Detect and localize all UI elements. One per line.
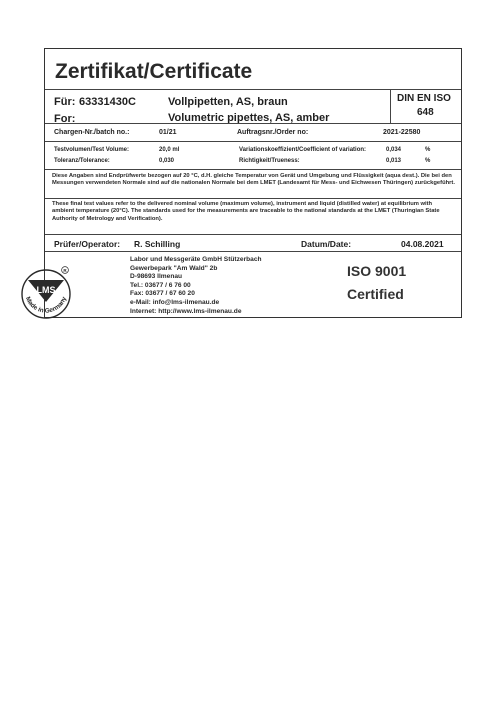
divider-measurements (45, 169, 461, 170)
divider-title (45, 89, 461, 90)
order-label: Auftragsnr./Order no: (237, 129, 309, 136)
operator-label: Prüfer/Operator: (54, 239, 121, 249)
address-line: D-98693 Ilmenau (130, 273, 183, 281)
trueness-value: 0,013 (386, 158, 402, 164)
batch-value: 01/21 (159, 129, 177, 136)
batch-label: Chargen-Nr./batch no.: (54, 129, 130, 136)
tolerance-value: 0,030 (159, 158, 175, 164)
logo-tagline: Made in Germany (23, 295, 69, 315)
order-value: 2021-22580 (383, 129, 421, 136)
address-line: Labor und Messgeräte GmbH Stützerbach (130, 256, 262, 263)
divider-paragraph (45, 198, 461, 199)
address-line: Tel.: 03677 / 6 76 00 (130, 281, 191, 289)
address-line: Fax: 03677 / 67 60 20 (130, 290, 195, 298)
variation-unit: % (425, 147, 431, 153)
paragraph-english: These final test values refer to the delivered nominal volume (maximum volume), instrument and liquid (distilled water) at equilibrium with ambient temperature (20°C). The standards used for the measurements are traceable to the national standards at the LMET (Thuringian State Authority of Metrology and Verification). (52, 201, 440, 222)
divider-operator-bottom (45, 251, 461, 252)
paragraph-german: Diese Angaben sind Endprüfwerte bezogen auf 20 °C, d.H. gleiche Temperatur von Gerät und Umgebung und Flüssigkeit (aqua dest.). Die bei den Messungen verwendeten Normale sind auf die nationalen Normale bei dem LMET (Landesamt für Mess- und Eichwesen Thüringen) zurückgeführt. (52, 173, 455, 187)
divider-batch (45, 141, 461, 142)
divider-product (45, 123, 461, 124)
article-number: 63331430C (79, 96, 136, 108)
certificate-title: Zertifikat/Certificate (55, 60, 253, 83)
operator-name: R. Schilling (134, 239, 181, 249)
certificate-frame (44, 48, 462, 318)
product-name-en: Volumetric pipettes, AS, amber (168, 112, 330, 124)
test-volume-value: 20,0 ml (159, 147, 180, 153)
date-value: 04.08.2021 (401, 239, 444, 249)
variation-label: Variationskoeffizient/Coefficient of variation: (239, 147, 367, 153)
variation-value: 0,034 (386, 147, 402, 153)
fuer-label: Für: (54, 96, 76, 108)
address-line: Gewerbepark "Am Wald" 2b (130, 264, 218, 272)
iso-certified: Certified (347, 286, 404, 302)
address-line: e-Mail: info@lms-ilmenau.de (130, 298, 220, 306)
for-label: For: (54, 113, 76, 125)
trueness-label: Richtigkeit/Trueness: (239, 158, 300, 164)
standard-number: 648 (417, 107, 434, 118)
divider-operator-top (45, 234, 461, 235)
standard-name: DIN EN ISO (397, 93, 451, 104)
product-name-de: Vollpipetten, AS, braun (168, 96, 288, 108)
trueness-unit: % (425, 158, 431, 164)
logo-wordmark: LMS (36, 285, 56, 295)
tolerance-label: Toleranz/Tolerance: (54, 158, 110, 164)
company-address (130, 256, 262, 316)
registered-letter: R (63, 268, 67, 273)
test-volume-label: Testvolumen/Test Volume: (54, 147, 130, 153)
divider-standard (390, 89, 391, 123)
iso-standard: ISO 9001 (347, 263, 407, 279)
address-line: Internet: http://www.lms-ilmenau.de (130, 307, 242, 315)
date-label: Datum/Date: (301, 239, 352, 249)
lms-logo (16, 262, 80, 322)
